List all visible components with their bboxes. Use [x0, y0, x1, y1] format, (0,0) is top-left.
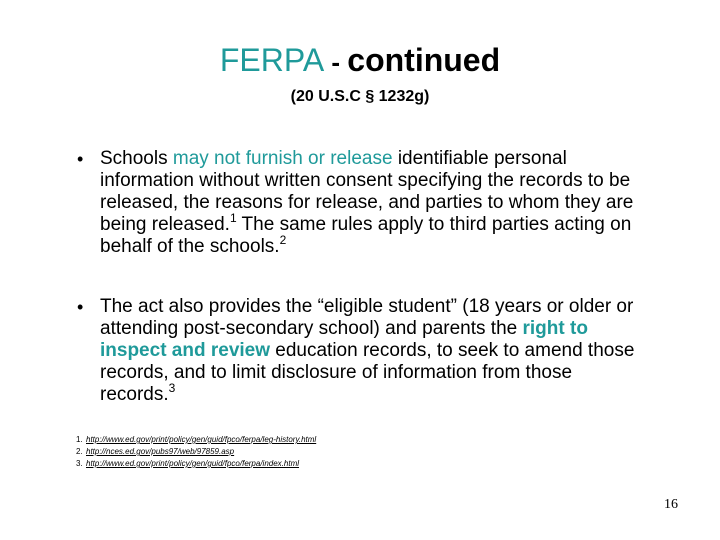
page-number: 16	[664, 497, 678, 512]
footnote-ref: 3	[168, 380, 176, 395]
bullet-item-1	[77, 148, 647, 258]
footnote-number: 2.	[76, 447, 83, 456]
footnote-number: 3.	[76, 459, 83, 468]
footnote-item	[76, 458, 636, 470]
bullet-text-post2: The same rules apply to third parties acting on behalf of the schools.	[100, 214, 632, 257]
footnote-ref: 1	[229, 210, 237, 225]
footnote-item	[76, 446, 636, 458]
footnote-link[interactable]: http://www.ed.gov/print/policy/gen/guid/fpco/ferpa/index.html	[86, 459, 300, 468]
footnote-link[interactable]: http://nces.ed.gov/pubs97/web/97859.asp	[86, 447, 235, 456]
bullet-text-pre: Schools	[100, 148, 173, 169]
footnote-item	[76, 434, 636, 446]
title-accent: FERPA	[219, 42, 325, 78]
bullet-marker: •	[77, 297, 84, 317]
bullet-highlight: may not furnish or release	[172, 148, 393, 169]
bullet-text	[100, 148, 647, 258]
footnotes	[76, 434, 636, 470]
bullet-item-2	[77, 296, 647, 406]
footnote-ref: 2	[279, 232, 287, 247]
bullet-text-post: identifiable personal information without written consent specifying the records to be released, the reasons for release, and parties to whom they are being released.	[100, 148, 634, 235]
footnote-number: 1.	[76, 435, 83, 444]
title-dash: -	[324, 47, 348, 77]
bullet-text	[100, 296, 647, 406]
bullet-highlight: right to inspect and review	[100, 318, 588, 361]
bullet-marker: •	[77, 149, 84, 169]
slide-title	[0, 40, 720, 82]
title-rest: continued	[347, 42, 501, 78]
bullet-text-post: education records, to seek to amend those records, and to limit disclosure of information from those records.	[100, 340, 635, 405]
bullet-text-pre: The act also provides the “eligible student” (18 years or older or attending post-secondary school) and parents the	[100, 296, 634, 339]
footnote-link[interactable]: http://www.ed.gov/print/policy/gen/guid/fpco/ferpa/leg-history.html	[86, 435, 317, 444]
slide-subtitle: (20 U.S.C § 1232g)	[290, 88, 430, 105]
